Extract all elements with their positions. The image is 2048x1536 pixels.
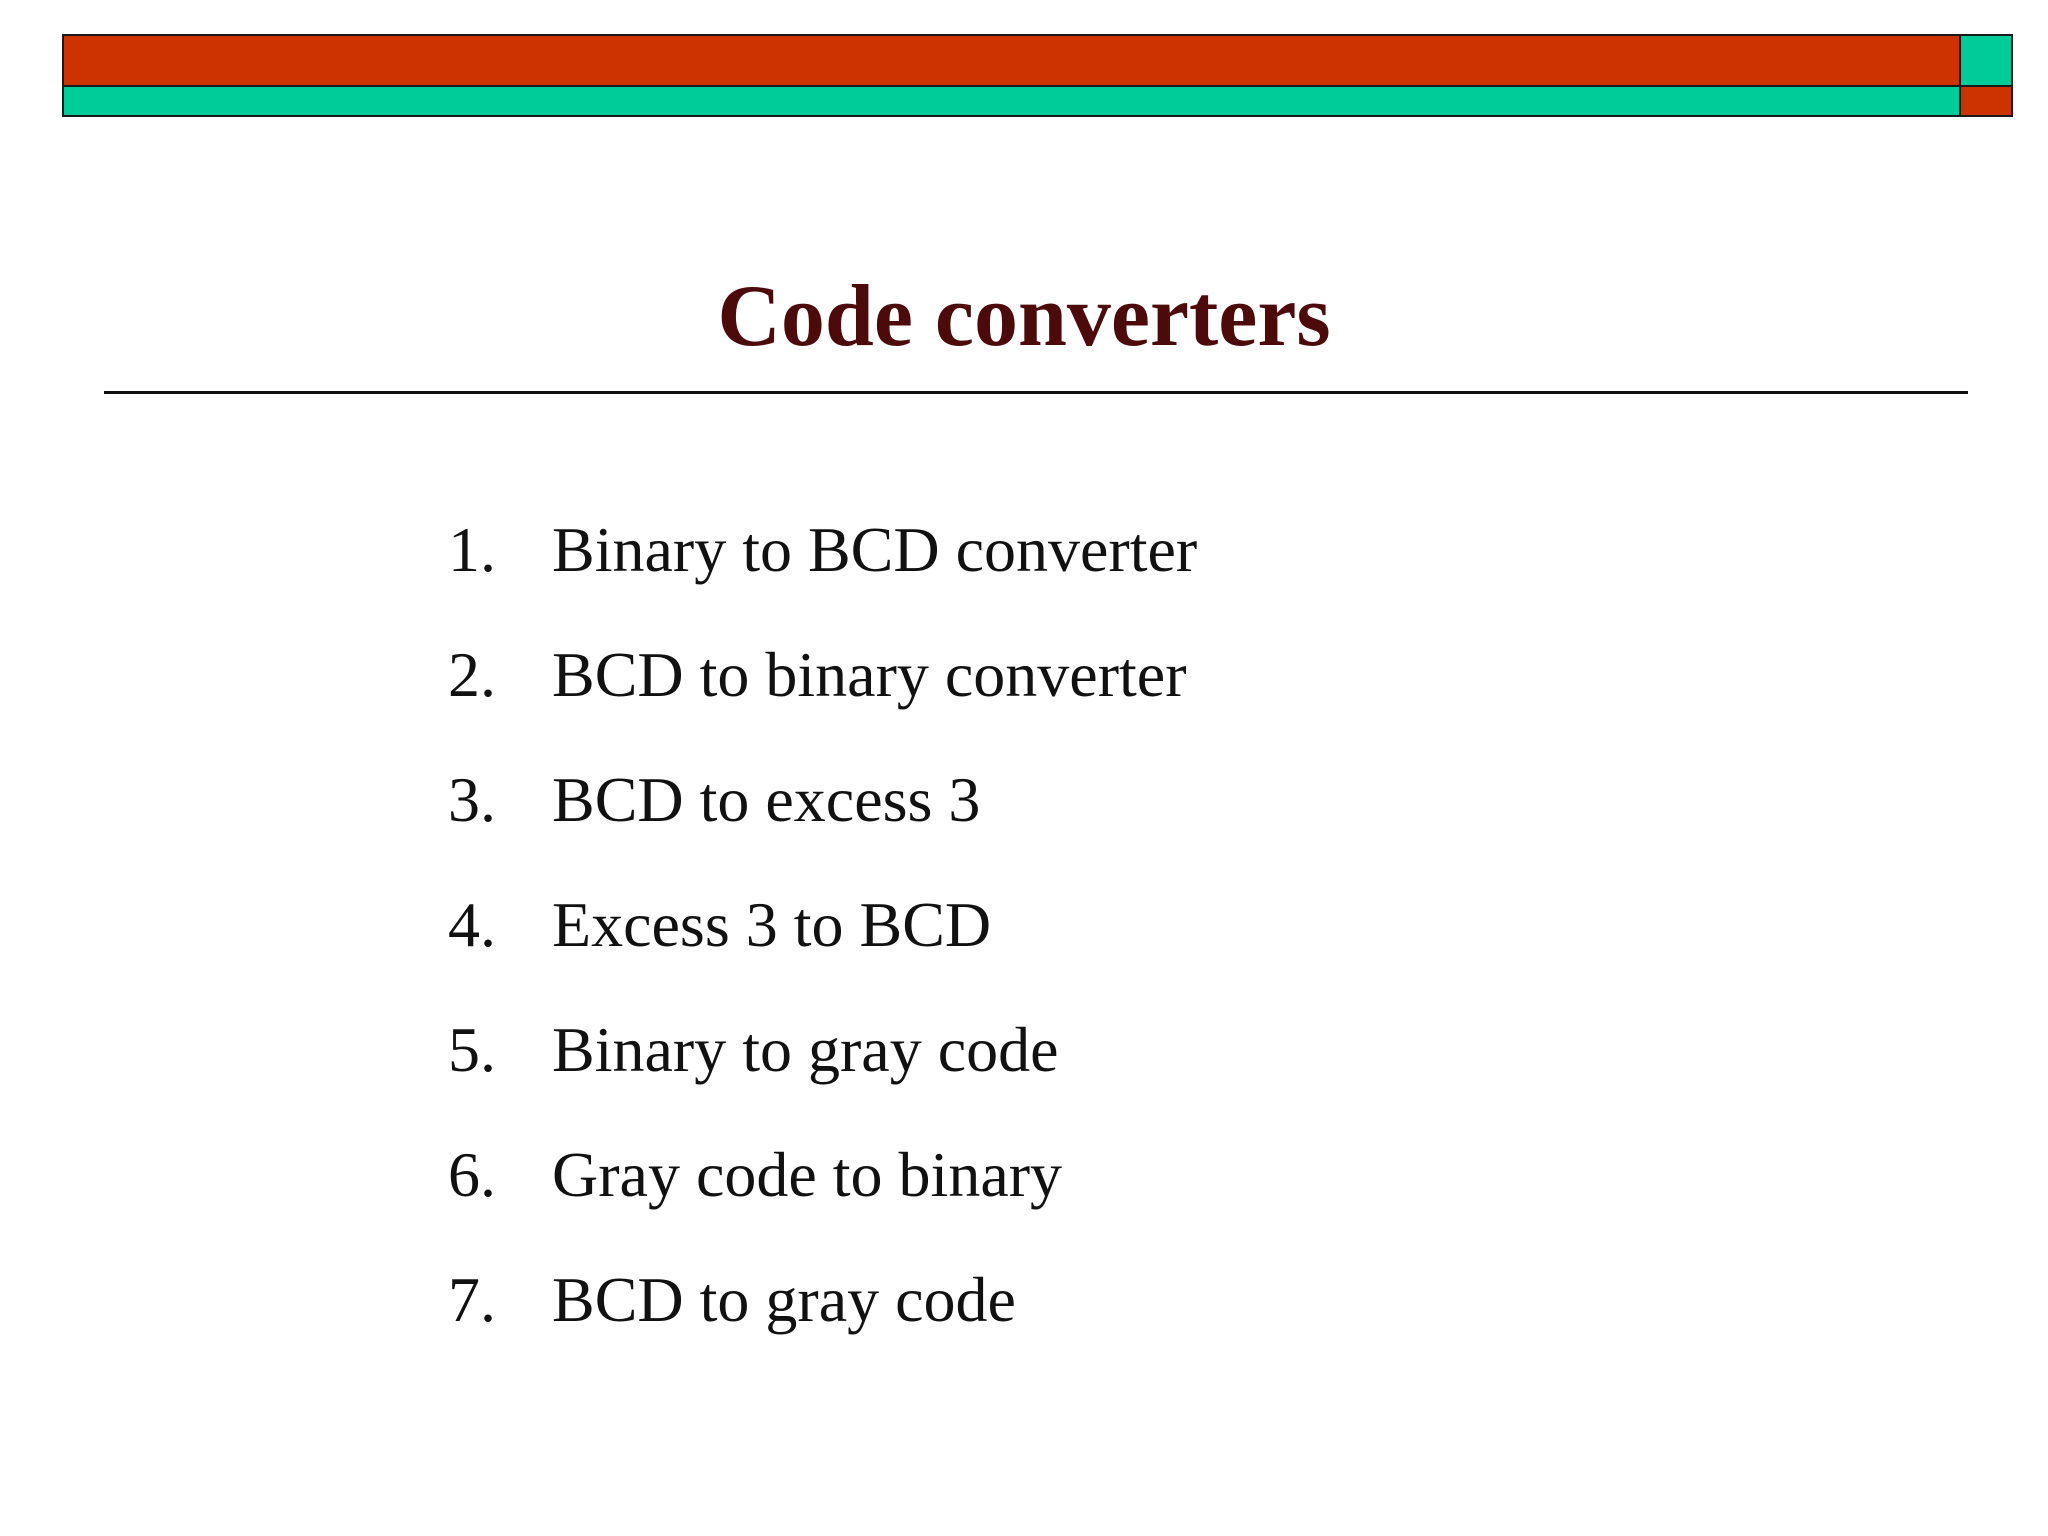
slide-title: Code converters bbox=[717, 268, 1331, 365]
list-item bbox=[448, 625, 1197, 750]
header-square-red bbox=[1961, 85, 2013, 117]
list-item-label: Binary to gray code bbox=[552, 1014, 1059, 1085]
list-item bbox=[448, 1250, 1197, 1375]
list-item bbox=[448, 750, 1197, 875]
list-item-label: BCD to excess 3 bbox=[552, 764, 981, 835]
header-square-green bbox=[1961, 34, 2013, 85]
list-item bbox=[448, 1125, 1197, 1250]
list-item-number: 2. bbox=[448, 639, 496, 710]
list-item-number: 4. bbox=[448, 889, 496, 960]
list-item-label: BCD to binary converter bbox=[552, 639, 1187, 710]
list-item bbox=[448, 500, 1197, 625]
list-item-number: 7. bbox=[448, 1264, 496, 1335]
title-underline bbox=[104, 391, 1968, 394]
header-bar-green bbox=[62, 85, 1961, 117]
list-item-number: 6. bbox=[448, 1139, 496, 1210]
list-item-label: Excess 3 to BCD bbox=[552, 889, 992, 960]
list-item bbox=[448, 1000, 1197, 1125]
list-item-label: Gray code to binary bbox=[552, 1139, 1063, 1210]
header-bar-red bbox=[62, 34, 1961, 85]
list-item-label: Binary to BCD converter bbox=[552, 514, 1198, 585]
converter-list bbox=[448, 500, 1197, 1375]
list-item-number: 3. bbox=[448, 764, 496, 835]
list-item-label: BCD to gray code bbox=[552, 1264, 1016, 1335]
list-item-number: 1. bbox=[448, 514, 496, 585]
list-item bbox=[448, 875, 1197, 1000]
list-item-number: 5. bbox=[448, 1014, 496, 1085]
